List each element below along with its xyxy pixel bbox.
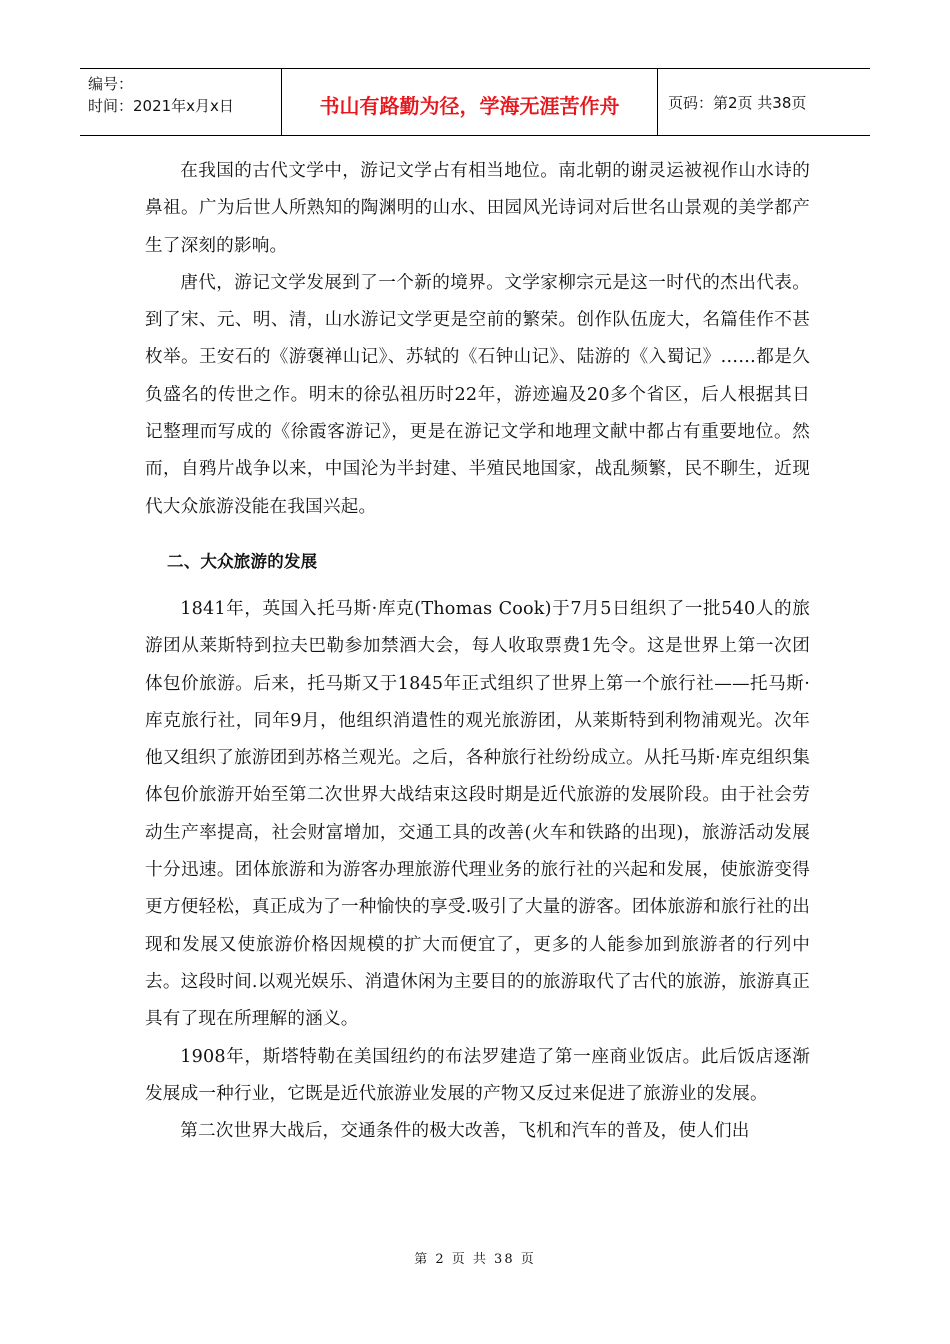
paragraph: 1841年，英国入托马斯·库克(Thomas Cook)于7月5日组织了一批540人的旅游团从莱斯特到拉夫巴勒参加禁酒大会，每人收取票费1先令。这是世界上第一次团体包价旅游。后来，托马斯又于1845年正式组织了世界上第一个旅行社——托马斯·库克旅行社，同年9月，他组织消遣性的观光旅游团，从莱斯特到利物浦观光。次年他又组织了旅游团到苏格兰观光。之后，各种旅行社纷纷成立。从托马斯·库克组织集体包价旅游开始至第二次世界大战结束这段时期是近代旅游的发展阶段。由于社会劳动生产率提高，社会财富增加，交通工具的改善(火车和铁路的出现)，旅游活动发展十分迅速。团体旅游和为游客办理旅游代理业务的旅行社的兴起和发展，使旅游变得更方便轻松，真正成为了一种愉快的享受.吸引了大量的游客。团体旅游和旅行社的出现和发展又使旅游价格因规模的扩大而便宜了，更多的人能参加到旅游者的行列中去。这段时间.以观光娱乐、消遣休闲为主要目的的旅游取代了古代的旅游，旅游真正具有了现在所理解的涵义。 bbox=[145, 598, 810, 1030]
number-label: 编号： bbox=[88, 75, 134, 93]
page-header bbox=[80, 68, 870, 136]
page-footer: 第 2 页 共 38 页 bbox=[414, 1252, 536, 1267]
paragraph: 在我国的古代文学中，游记文学占有相当地位。南北朝的谢灵运被视作山水诗的鼻祖。广为后世人所熟知的陶渊明的山水、田园风光诗词对后世名山景观的美学都产生了深刻的影响。 bbox=[145, 161, 810, 256]
header-page-info: 页码：第2页 共38页 bbox=[668, 93, 807, 112]
time-label: 时间：2021年x月x日 bbox=[88, 97, 234, 115]
paragraph: 第二次世界大战后，交通条件的极大改善，飞机和汽车的普及，使人们出 bbox=[180, 1121, 750, 1142]
header-motto: 书山有路勤为径，学海无涯苦作舟 bbox=[282, 69, 658, 135]
paragraph: 唐代，游记文学发展到了一个新的境界。文学家柳宗元是这一时代的杰出代表。到了宋、元、明、清，山水游记文学更是空前的繁荣。创作队伍庞大，名篇佳作不甚枚举。王安石的《游褒禅山记》、苏轼的《石钟山记》、陆游的《入蜀记》……都是久负盛名的传世之作。明末的徐弘祖历时22年，游迹遍及20多个省区，后人根据其日记整理而写成的《徐霞客游记》，更是在游记文学和地理文献中都占有重要地位。然而，自鸦片战争以来，中国沦为半封建、半殖民地国家，战乱频繁，民不聊生，近现代大众旅游没能在我国兴起。 bbox=[145, 272, 810, 517]
header-meta bbox=[80, 69, 282, 135]
document-body bbox=[145, 153, 810, 1150]
section-heading: 二、大众旅游的发展 bbox=[167, 551, 318, 571]
paragraph: 1908年，斯塔特勒在美国纽约的布法罗建造了第一座商业饭店。此后饭店逐渐发展成一种行业，它既是近代旅游业发展的产物又反过来促进了旅游业的发展。 bbox=[145, 1046, 810, 1104]
